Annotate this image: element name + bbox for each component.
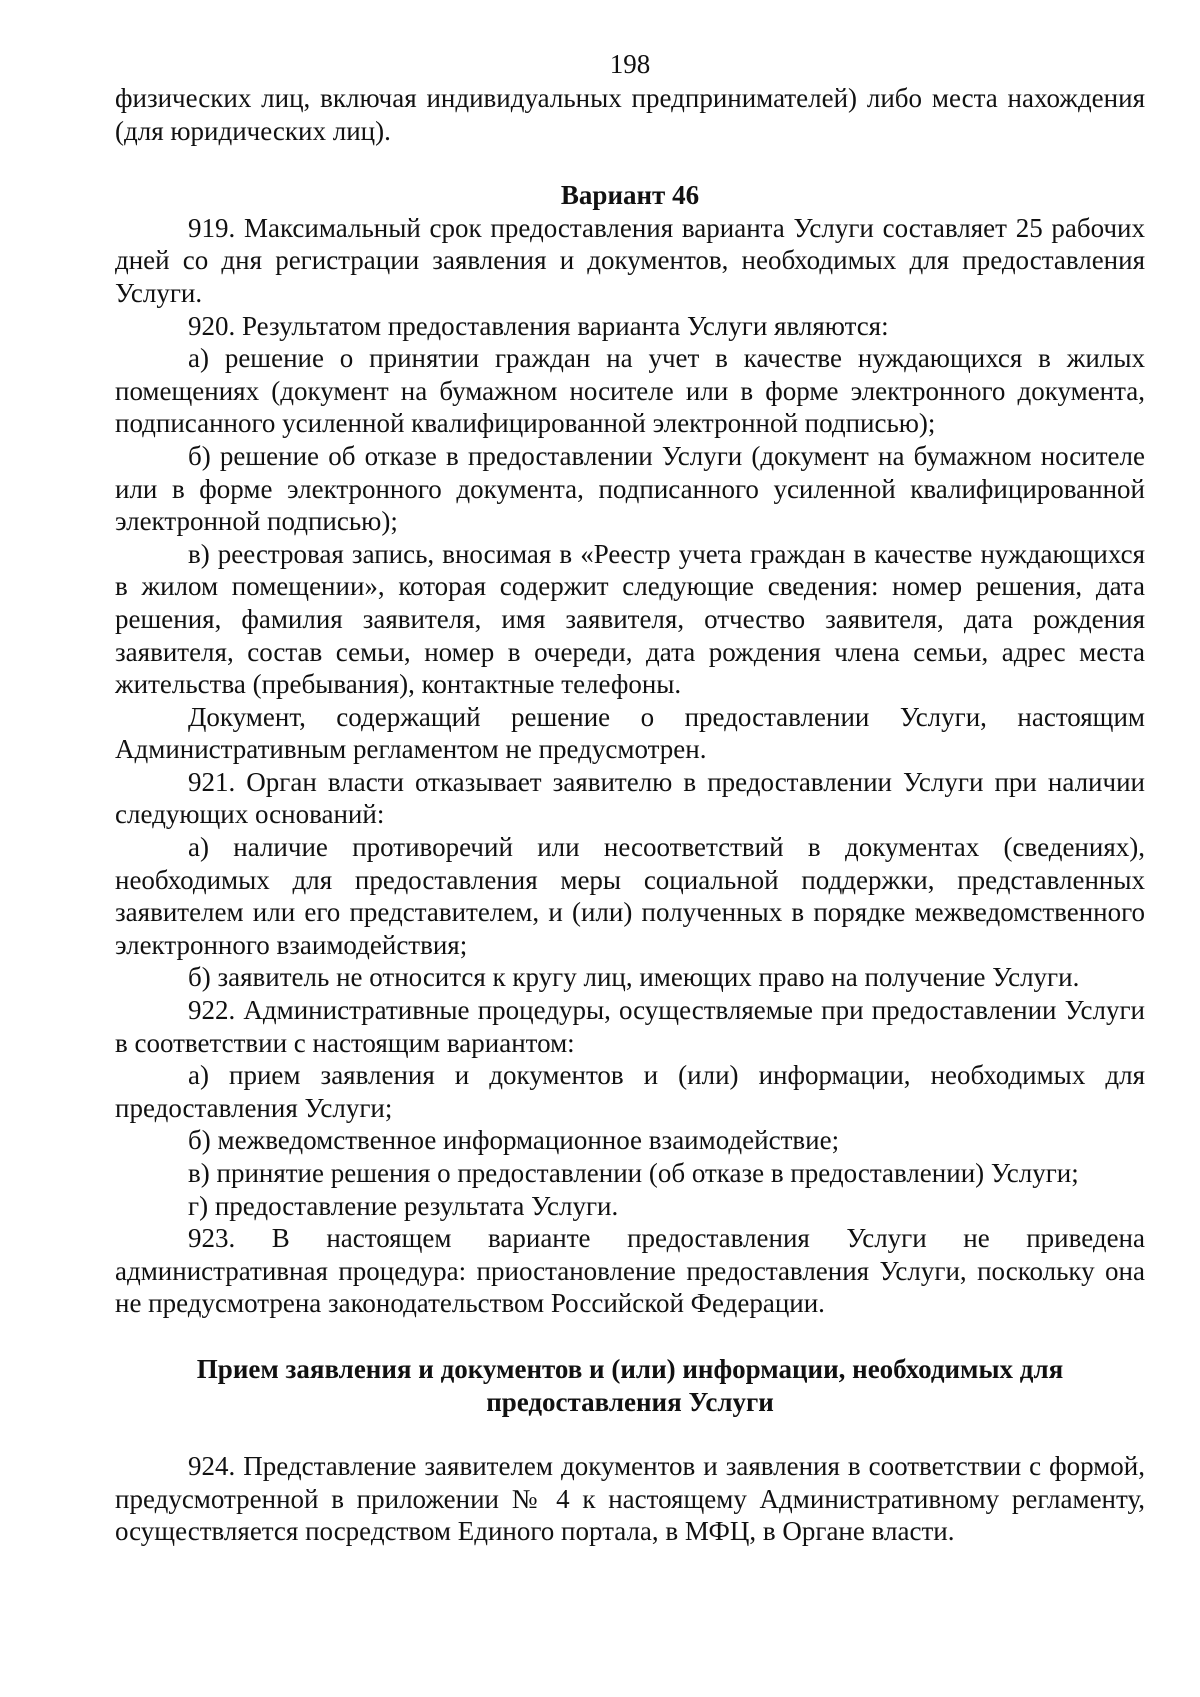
paragraph-922-a: а) прием заявления и документов и (или) информации, необходимых для предоставления Услуги; — [115, 1060, 1145, 1123]
paragraph-921: 921. Орган власти отказывает заявителю в предоставлении Услуги при наличии следующих оснований: — [115, 766, 1145, 830]
intro-continuation-paragraph: физических лиц, включая индивидуальных предпринимателей) либо места нахождения (для юридических лиц). — [115, 83, 1145, 146]
section-heading-line-1: Прием заявления и документов и (или) информации, необходимых для — [196, 1353, 1064, 1384]
paragraph-920-a: а) решение о принятии граждан на учет в качестве нуждающихся в жилых помещениях (документ на бумажном носителе или в форме электронного документа, подписанного усиленной квалифицированной электронной подписью); — [115, 343, 1145, 439]
section-heading-line-2: предоставления Услуги — [486, 1386, 774, 1417]
paragraph-923: 923. В настоящем варианте предоставления Услуги не приведена административная процедура: приостановление предоставления Услуги, поскольку она не предусмотрена законодательством Российской Федерации. — [115, 1223, 1145, 1319]
document-page — [115, 48, 1145, 1548]
paragraph-document-note: Документ, содержащий решение о предоставлении Услуги, настоящим Административным регламентом не предусмотрен. — [115, 701, 1145, 765]
paragraph-922-d: г) предоставление результата Услуги. — [188, 1190, 619, 1221]
paragraph-924: 924. Представление заявителем документов и заявления в соответствии с формой, предусмотренной в приложении № 4 к настоящему Административному регламенту, осуществляется посредством Единого портала, в МФЦ, в Органе власти. — [115, 1451, 1145, 1547]
paragraph-921-a: а) наличие противоречий или несоответствий в документах (сведениях), необходимых для предоставления меры социальной поддержки, представленных заявителем или его представителем, и (или) полученных в порядке межведомственного электронного взаимодействия; — [115, 832, 1145, 960]
paragraph-922-c: в) принятие решения о предоставлении (об отказе в предоставлении) Услуги; — [188, 1158, 1079, 1188]
spacer — [115, 1320, 1145, 1353]
paragraph-922: 922. Административные процедуры, осуществляемые при предоставлении Услуги в соответствии с настоящим вариантом: — [115, 995, 1145, 1058]
paragraph-919: 919. Максимальный срок предоставления варианта Услуги составляет 25 рабочих дней со дня регистрации заявления и документов, необходимых для предоставления Услуги. — [115, 212, 1145, 308]
paragraph-920-c: в) реестровая запись, вносимая в «Реестр учета граждан в качестве нуждающихся в жилом помещении», которая содержит следующие сведения: номер решения, дата решения, фамилия заявителя, имя заявителя, отчество заявителя, дата рождения заявителя, состав семьи, номер в очереди, дата рождения члена семьи, адрес места жительства (пребывания), контактные телефоны. — [115, 538, 1145, 700]
spacer — [115, 1418, 1145, 1450]
spacer — [115, 147, 1145, 179]
page-number: 198 — [609, 49, 651, 79]
paragraph-921-b: б) заявитель не относится к кругу лиц, имеющих право на получение Услуги. — [188, 962, 1080, 993]
variant-heading: Вариант 46 — [560, 180, 700, 211]
paragraph-920-b: б) решение об отказе в предоставлении Услуги (документ на бумажном носителе или в форме электронного документа, подписанного усиленной квалифицированной электронной подписью); — [115, 440, 1145, 537]
paragraph-922-b: б) межведомственное информационное взаимодействие; — [188, 1125, 840, 1156]
paragraph-920: 920. Результатом предоставления варианта Услуги являются: — [188, 310, 889, 341]
